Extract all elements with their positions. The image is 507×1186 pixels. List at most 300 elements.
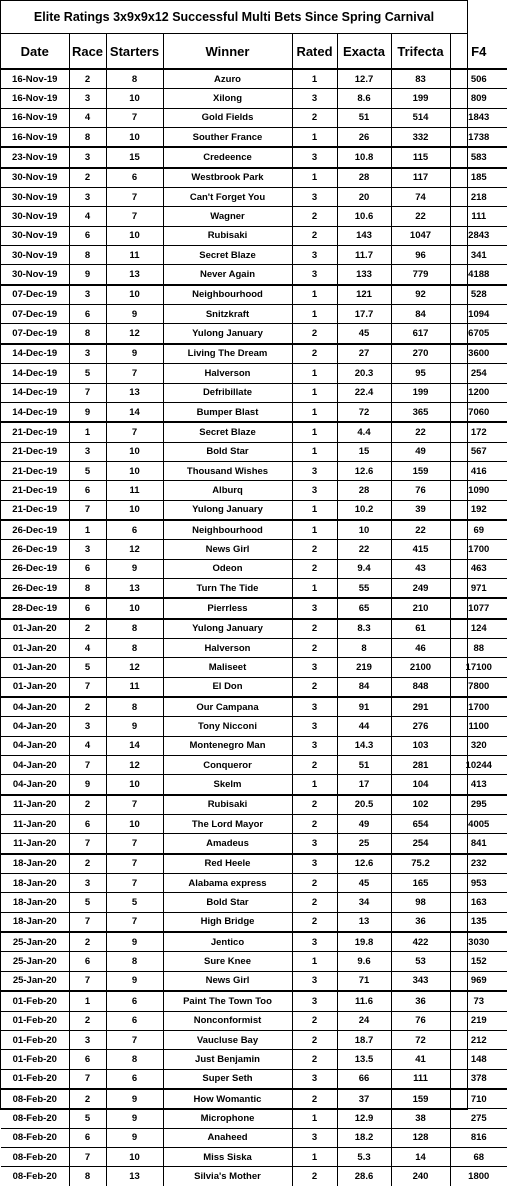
date-cell: 11-Jan-20 <box>1 795 69 815</box>
trifecta-cell: 22 <box>391 520 450 540</box>
starters-cell: 7 <box>106 108 163 127</box>
f4-cell: 124 <box>450 619 507 639</box>
starters-cell: 8 <box>106 1050 163 1069</box>
table-row <box>1 1069 507 1089</box>
exacta-cell: 34 <box>337 893 391 912</box>
winner-cell: Azuro <box>163 69 292 89</box>
starters-cell: 12 <box>106 540 163 559</box>
winner-cell: Never Again <box>163 265 292 285</box>
rated-cell: 3 <box>292 717 337 736</box>
table-row <box>1 1128 507 1147</box>
trifecta-cell: 74 <box>391 188 450 207</box>
rated-cell: 3 <box>292 147 337 167</box>
table-row <box>1 815 507 834</box>
rated-cell: 2 <box>292 815 337 834</box>
race-cell: 4 <box>69 207 106 226</box>
table-row <box>1 442 507 461</box>
exacta-cell: 18.2 <box>337 1128 391 1147</box>
f4-cell: 7060 <box>450 402 507 422</box>
date-cell: 01-Feb-20 <box>1 1030 69 1049</box>
trifecta-cell: 38 <box>391 1109 450 1128</box>
race-cell: 6 <box>69 1128 106 1147</box>
race-cell: 3 <box>69 442 106 461</box>
race-cell: 6 <box>69 481 106 500</box>
exacta-cell: 20.5 <box>337 795 391 815</box>
race-cell: 7 <box>69 500 106 520</box>
rated-cell: 2 <box>292 756 337 775</box>
rated-cell: 1 <box>292 305 337 324</box>
f4-cell: 7800 <box>450 677 507 697</box>
starters-cell: 7 <box>106 188 163 207</box>
date-cell: 08-Feb-20 <box>12 1170 57 1182</box>
rated-cell: 3 <box>292 971 337 991</box>
trifecta-cell: 76 <box>391 1011 450 1030</box>
rated-cell: 2 <box>292 1089 337 1109</box>
trifecta-cell: 270 <box>391 344 450 364</box>
starters-cell: 7 <box>106 364 163 383</box>
date-cell: 18-Jan-20 <box>1 912 69 932</box>
race-cell: 2 <box>69 697 106 717</box>
race-cell: 3 <box>69 344 106 364</box>
column-header-f4: F4 <box>450 34 507 69</box>
race-cell: 8 <box>69 324 106 344</box>
winner-cell: Microphone <box>163 1109 292 1128</box>
table-row <box>1 717 507 736</box>
column-header-winner: Winner <box>163 34 292 69</box>
f4-cell: 17100 <box>450 658 507 677</box>
trifecta-cell: 291 <box>391 697 450 717</box>
starters-cell: 10 <box>106 89 163 108</box>
exacta-cell: 28 <box>337 168 391 188</box>
winner-cell: Silvia's Mother <box>163 1167 292 1186</box>
starters-cell: 15 <box>106 147 163 167</box>
exacta-cell: 10.8 <box>337 147 391 167</box>
table-row <box>1 952 507 971</box>
starters-cell: 10 <box>106 1147 163 1166</box>
trifecta-cell: 104 <box>391 775 450 795</box>
starters-cell: 13 <box>106 578 163 598</box>
date-cell: 26-Dec-19 <box>1 559 69 578</box>
table-row <box>1 207 507 226</box>
table-row <box>1 168 507 188</box>
exacta-cell: 49 <box>337 815 391 834</box>
race-cell: 7 <box>69 1069 106 1089</box>
date-cell: 14-Dec-19 <box>1 383 69 402</box>
winner-cell: Secret Blaze <box>163 246 292 265</box>
starters-cell: 7 <box>106 912 163 932</box>
race-cell: 7 <box>69 1147 106 1166</box>
trifecta-cell: 14 <box>391 1147 450 1166</box>
exacta-cell: 27 <box>337 344 391 364</box>
exacta-cell: 12.7 <box>337 69 391 89</box>
trifecta-cell: 365 <box>391 402 450 422</box>
date-cell: 01-Feb-20 <box>1 1069 69 1089</box>
table-row <box>1 578 507 598</box>
f4-cell: 3600 <box>450 344 507 364</box>
trifecta-cell: 199 <box>391 383 450 402</box>
trifecta-cell: 617 <box>391 324 450 344</box>
starters-cell: 10 <box>106 226 163 245</box>
rated-cell: 2 <box>292 795 337 815</box>
date-cell: 25-Jan-20 <box>1 971 69 991</box>
winner-cell: Credeence <box>163 147 292 167</box>
winner-cell: El Don <box>163 677 292 697</box>
date-cell: 26-Dec-19 <box>1 520 69 540</box>
date-cell: 25-Jan-20 <box>1 932 69 952</box>
exacta-cell: 66 <box>337 1069 391 1089</box>
winner-cell: Amadeus <box>163 834 292 854</box>
exacta-cell: 12.9 <box>337 1109 391 1128</box>
starters-cell: 10 <box>106 128 163 148</box>
starters-cell: 10 <box>106 598 163 618</box>
rated-cell: 3 <box>292 246 337 265</box>
starters-cell: 7 <box>106 834 163 854</box>
trifecta-cell: 46 <box>391 638 450 657</box>
trifecta-cell: 72 <box>391 1030 450 1049</box>
table-row <box>1 658 507 677</box>
date-cell: 01-Feb-20 <box>1 991 69 1011</box>
exacta-cell: 14.3 <box>337 736 391 755</box>
trifecta-cell: 654 <box>391 815 450 834</box>
table-row <box>1 108 507 127</box>
race-cell: 6 <box>69 305 106 324</box>
race-cell: 4 <box>69 736 106 755</box>
date-cell: 01-Feb-20 <box>1 1011 69 1030</box>
f4-cell: 232 <box>450 854 507 874</box>
exacta-cell: 8 <box>337 638 391 657</box>
f4-cell: 1800 <box>450 1167 507 1186</box>
race-cell: 1 <box>69 422 106 442</box>
results-table <box>1 34 507 1186</box>
rated-cell: 2 <box>292 540 337 559</box>
f4-cell: 111 <box>450 207 507 226</box>
table-row <box>1 619 507 639</box>
f4-cell: 3030 <box>450 932 507 952</box>
starters-cell: 13 <box>106 265 163 285</box>
date-cell: 08-Feb-20 <box>1 1128 69 1147</box>
f4-cell: 320 <box>450 736 507 755</box>
starters-cell: 8 <box>106 619 163 639</box>
table-row <box>1 638 507 657</box>
starters-cell: 11 <box>106 677 163 697</box>
exacta-cell: 10.6 <box>337 207 391 226</box>
table-row <box>1 854 507 874</box>
winner-cell: Turn The Tide <box>163 578 292 598</box>
date-cell: 16-Nov-19 <box>1 69 69 89</box>
race-cell: 2 <box>69 854 106 874</box>
winner-cell: Sure Knee <box>163 952 292 971</box>
f4-cell: 68 <box>450 1147 507 1166</box>
f4-cell: 163 <box>450 893 507 912</box>
table-row <box>1 500 507 520</box>
trifecta-cell: 111 <box>391 1069 450 1089</box>
table-row <box>1 559 507 578</box>
f4-cell: 254 <box>450 364 507 383</box>
f4-cell: 192 <box>450 500 507 520</box>
table-row <box>1 540 507 559</box>
rated-cell: 1 <box>292 128 337 148</box>
starters-cell: 10 <box>106 500 163 520</box>
trifecta-cell: 281 <box>391 756 450 775</box>
table-row <box>1 795 507 815</box>
rated-cell: 2 <box>292 1011 337 1030</box>
date-cell: 28-Dec-19 <box>1 598 69 618</box>
exacta-cell: 51 <box>337 108 391 127</box>
winner-cell: Our Campana <box>163 697 292 717</box>
winner-cell: Yulong January <box>163 324 292 344</box>
date-cell: 14-Dec-19 <box>1 364 69 383</box>
date-cell: 01-Feb-20 <box>1 1050 69 1069</box>
table-row <box>1 1030 507 1049</box>
rated-cell: 2 <box>292 874 337 893</box>
winner-cell: Secret Blaze <box>163 422 292 442</box>
exacta-cell: 219 <box>337 658 391 677</box>
winner-cell: Alabama express <box>163 874 292 893</box>
f4-cell: 341 <box>450 246 507 265</box>
exacta-cell: 44 <box>337 717 391 736</box>
exacta-cell: 22 <box>337 540 391 559</box>
starters-cell: 14 <box>106 736 163 755</box>
trifecta-cell: 240 <box>391 1167 450 1186</box>
starters-cell: 8 <box>106 69 163 89</box>
rated-cell: 3 <box>292 854 337 874</box>
exacta-cell: 9.6 <box>337 952 391 971</box>
trifecta-cell: 53 <box>391 952 450 971</box>
table-row <box>1 89 507 108</box>
date-cell: 11-Jan-20 <box>1 815 69 834</box>
race-cell: 2 <box>69 619 106 639</box>
exacta-cell: 8.6 <box>337 89 391 108</box>
f4-cell: 528 <box>450 285 507 305</box>
trifecta-cell: 128 <box>391 1128 450 1147</box>
column-header-date: Date <box>1 34 69 69</box>
table-row <box>1 991 507 1011</box>
f4-cell: 1700 <box>450 540 507 559</box>
f4-cell: 583 <box>450 147 507 167</box>
table-row <box>1 1109 507 1128</box>
date-cell: 21-Dec-19 <box>1 500 69 520</box>
exacta-cell: 24 <box>337 1011 391 1030</box>
starters-cell: 9 <box>106 932 163 952</box>
trifecta-cell: 165 <box>391 874 450 893</box>
starters-cell: 7 <box>106 1030 163 1049</box>
table-row <box>1 344 507 364</box>
exacta-cell: 71 <box>337 971 391 991</box>
table-row <box>1 69 507 89</box>
table-row <box>1 226 507 245</box>
table-row <box>1 128 507 148</box>
winner-cell: Montenegro Man <box>163 736 292 755</box>
table-row <box>1 1050 507 1069</box>
rated-cell: 1 <box>292 520 337 540</box>
race-cell: 6 <box>69 815 106 834</box>
trifecta-cell: 43 <box>391 559 450 578</box>
race-cell: 3 <box>69 285 106 305</box>
f4-cell: 275 <box>450 1109 507 1128</box>
race-cell: 2 <box>69 932 106 952</box>
winner-cell: Rubisaki <box>163 795 292 815</box>
exacta-cell: 13.5 <box>337 1050 391 1069</box>
f4-cell: 6705 <box>450 324 507 344</box>
trifecta-cell: 61 <box>391 619 450 639</box>
trifecta-cell: 36 <box>391 991 450 1011</box>
table-row <box>1 383 507 402</box>
rated-cell: 1 <box>292 1109 337 1128</box>
trifecta-cell: 96 <box>391 246 450 265</box>
rated-cell: 1 <box>292 383 337 402</box>
date-cell: 16-Nov-19 <box>1 89 69 108</box>
exacta-cell: 5.3 <box>337 1147 391 1166</box>
f4-cell: 2843 <box>450 226 507 245</box>
starters-cell: 9 <box>106 971 163 991</box>
exacta-cell: 28.6 <box>337 1167 391 1186</box>
rated-cell: 2 <box>292 108 337 127</box>
race-cell: 5 <box>69 1109 106 1128</box>
starters-cell: 6 <box>106 1011 163 1030</box>
date-cell: 11-Jan-20 <box>1 834 69 854</box>
winner-cell: Paint The Town Too <box>163 991 292 1011</box>
rated-cell: 3 <box>292 1069 337 1089</box>
table-row <box>1 697 507 717</box>
exacta-cell: 18.7 <box>337 1030 391 1049</box>
f4-cell: 971 <box>450 578 507 598</box>
table-row <box>1 422 507 442</box>
trifecta-cell: 39 <box>391 500 450 520</box>
table-row <box>1 402 507 422</box>
starters-cell: 10 <box>106 815 163 834</box>
winner-cell: Can't Forget You <box>163 188 292 207</box>
table-row <box>1 677 507 697</box>
f4-cell: 212 <box>450 1030 507 1049</box>
race-cell: 3 <box>69 188 106 207</box>
race-cell: 7 <box>69 834 106 854</box>
f4-cell: 172 <box>450 422 507 442</box>
table-row <box>1 461 507 480</box>
exacta-cell: 10.2 <box>337 500 391 520</box>
rated-cell: 1 <box>292 69 337 89</box>
f4-cell: 1738 <box>450 128 507 148</box>
winner-cell: Red Heele <box>163 854 292 874</box>
trifecta-cell: 83 <box>391 69 450 89</box>
starters-cell: 12 <box>106 658 163 677</box>
exacta-cell: 4.4 <box>337 422 391 442</box>
date-cell: 14-Dec-19 <box>1 402 69 422</box>
f4-cell: 4188 <box>450 265 507 285</box>
trifecta-cell: 422 <box>391 932 450 952</box>
f4-cell: 969 <box>450 971 507 991</box>
f4-cell: 1077 <box>450 598 507 618</box>
column-header-rated: Rated <box>292 34 337 69</box>
f4-cell: 152 <box>450 952 507 971</box>
rated-cell: 2 <box>292 344 337 364</box>
date-cell: 01-Jan-20 <box>1 619 69 639</box>
trifecta-cell: 343 <box>391 971 450 991</box>
f4-cell: 185 <box>450 168 507 188</box>
rated-cell: 3 <box>292 658 337 677</box>
winner-cell: High Bridge <box>163 912 292 932</box>
table-row <box>1 1089 507 1109</box>
f4-cell: 463 <box>450 559 507 578</box>
trifecta-cell: 98 <box>391 893 450 912</box>
trifecta-cell: 779 <box>391 265 450 285</box>
column-header-race: Race <box>69 34 106 69</box>
column-header-trifecta: Trifecta <box>391 34 450 69</box>
table-body <box>1 69 507 1186</box>
f4-cell: 218 <box>450 188 507 207</box>
table-row <box>1 265 507 285</box>
starters-cell: 7 <box>106 874 163 893</box>
race-cell: 2 <box>69 1011 106 1030</box>
f4-cell: 4005 <box>450 815 507 834</box>
date-cell: 07-Dec-19 <box>1 305 69 324</box>
race-cell: 7 <box>69 912 106 932</box>
exacta-cell: 19.8 <box>337 932 391 952</box>
table-row <box>1 147 507 167</box>
exacta-cell: 72 <box>337 402 391 422</box>
trifecta-cell: 117 <box>391 168 450 188</box>
trifecta-cell: 84 <box>391 305 450 324</box>
rated-cell: 3 <box>292 834 337 854</box>
table-row <box>1 971 507 991</box>
race-cell: 3 <box>69 147 106 167</box>
trifecta-cell: 1047 <box>391 226 450 245</box>
race-cell: 3 <box>69 89 106 108</box>
race-cell: 1 <box>69 991 106 1011</box>
race-cell: 4 <box>69 108 106 127</box>
starters-cell: 7 <box>106 207 163 226</box>
starters-cell: 9 <box>106 1109 163 1128</box>
race-cell: 3 <box>69 1030 106 1049</box>
winner-cell: Gold Fields <box>163 108 292 127</box>
winner-cell: News Girl <box>163 971 292 991</box>
race-cell: 9 <box>69 265 106 285</box>
race-cell: 2 <box>69 1089 106 1109</box>
exacta-cell: 17 <box>337 775 391 795</box>
rated-cell: 2 <box>292 226 337 245</box>
rated-cell: 3 <box>292 89 337 108</box>
date-cell: 07-Dec-19 <box>1 324 69 344</box>
starters-cell: 9 <box>106 559 163 578</box>
table-row <box>1 932 507 952</box>
starters-cell: 7 <box>106 422 163 442</box>
table-row <box>1 756 507 775</box>
date-cell: 04-Jan-20 <box>1 775 69 795</box>
f4-cell: 10244 <box>450 756 507 775</box>
winner-cell: Xilong <box>163 89 292 108</box>
winner-cell: Halverson <box>163 364 292 383</box>
table-row <box>1 1147 507 1166</box>
trifecta-cell: 102 <box>391 795 450 815</box>
starters-cell: 6 <box>106 1069 163 1089</box>
date-cell: 08-Feb-20 <box>1 1147 69 1166</box>
race-cell: 8 <box>69 578 106 598</box>
trifecta-cell: 49 <box>391 442 450 461</box>
winner-cell: Snitzkraft <box>163 305 292 324</box>
date-cell: 21-Dec-19 <box>1 481 69 500</box>
date-cell: 21-Dec-19 <box>1 442 69 461</box>
date-cell: 16-Nov-19 <box>1 108 69 127</box>
winner-cell: Super Seth <box>163 1069 292 1089</box>
rated-cell: 1 <box>292 952 337 971</box>
f4-cell: 710 <box>450 1089 507 1109</box>
date-cell: 04-Jan-20 <box>1 756 69 775</box>
table-row <box>1 834 507 854</box>
winner-cell: Neighbourhood <box>163 285 292 305</box>
date-cell: 04-Jan-20 <box>1 736 69 755</box>
trifecta-cell: 22 <box>391 422 450 442</box>
date-cell: 30-Nov-19 <box>1 188 69 207</box>
starters-cell: 8 <box>106 638 163 657</box>
